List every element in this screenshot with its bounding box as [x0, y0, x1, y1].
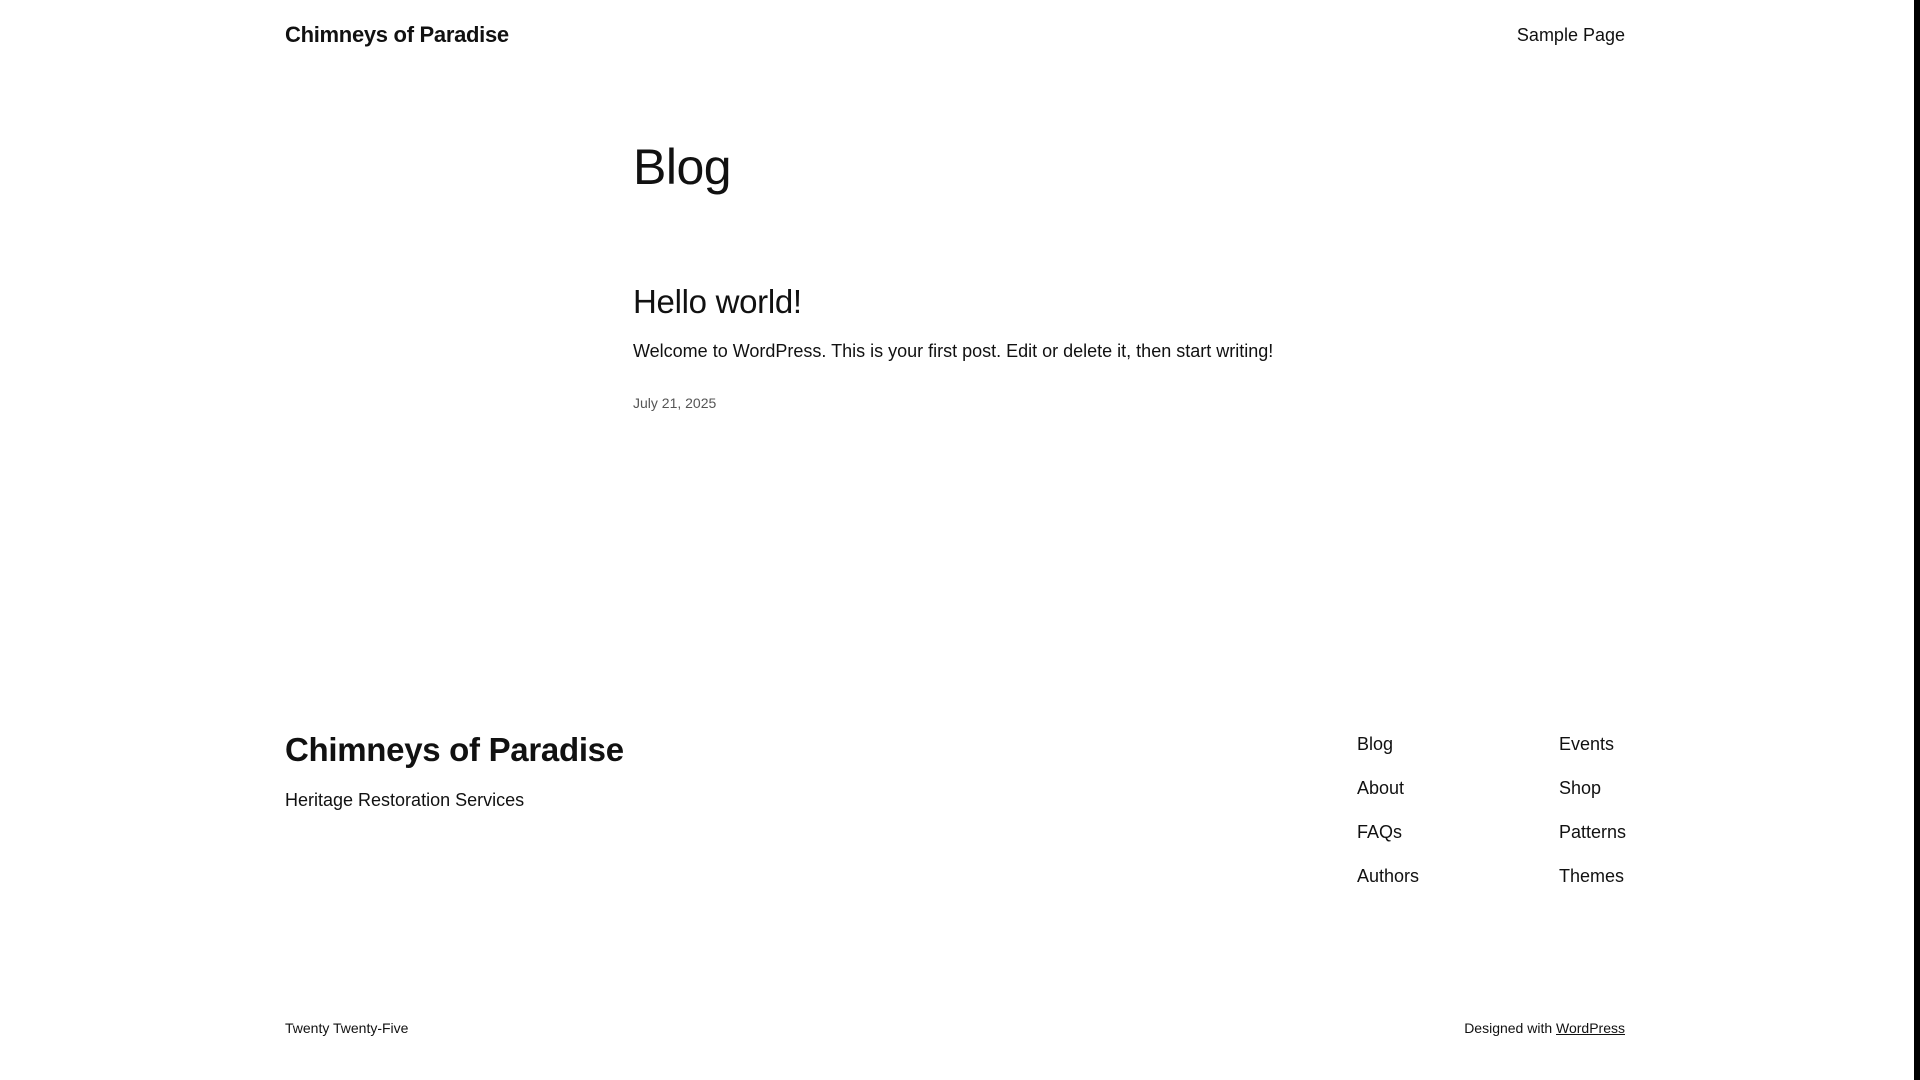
post-excerpt: Welcome to WordPress. This is your first post. Edit or delete it, then start writing! [633, 341, 1274, 361]
post-date-link[interactable]: July 21, 2025 [633, 395, 717, 411]
footer-nav-item-authors[interactable]: Authors [1357, 866, 1420, 886]
footer-nav-item-events[interactable]: Events [1559, 734, 1615, 754]
footer-designed-with [1464, 1018, 1625, 1038]
footer-nav-item-patterns[interactable]: Patterns [1559, 822, 1627, 842]
page-title: Blog [633, 139, 732, 195]
post-title-link[interactable]: Hello world! [633, 283, 802, 320]
post-title [633, 280, 802, 324]
footer-nav-item-shop[interactable]: Shop [1559, 778, 1602, 798]
footer-tagline: Heritage Restoration Services [285, 790, 525, 810]
footer-nav-item-blog[interactable]: Blog [1357, 734, 1394, 754]
footer-nav-item-faqs[interactable]: FAQs [1357, 822, 1403, 842]
scrollbar[interactable] [1914, 0, 1920, 1080]
nav-item-sample-page[interactable]: Sample Page [1516, 25, 1625, 45]
footer-theme-credit: Twenty Twenty-Five [285, 1020, 409, 1036]
header-site-title-link[interactable]: Chimneys of Paradise [285, 22, 509, 47]
wordpress-link[interactable]: WordPress [1556, 1020, 1625, 1036]
footer-nav-column-2 [1559, 731, 1626, 889]
footer-site-title-link[interactable]: Chimneys of Paradise [285, 731, 624, 768]
header-nav [1517, 22, 1625, 48]
designed-with-text: Designed with [1464, 1020, 1553, 1036]
footer-nav-item-about[interactable]: About [1357, 778, 1405, 798]
footer-nav-column-1 [1357, 731, 1419, 889]
footer-nav-item-themes[interactable]: Themes [1559, 866, 1625, 886]
